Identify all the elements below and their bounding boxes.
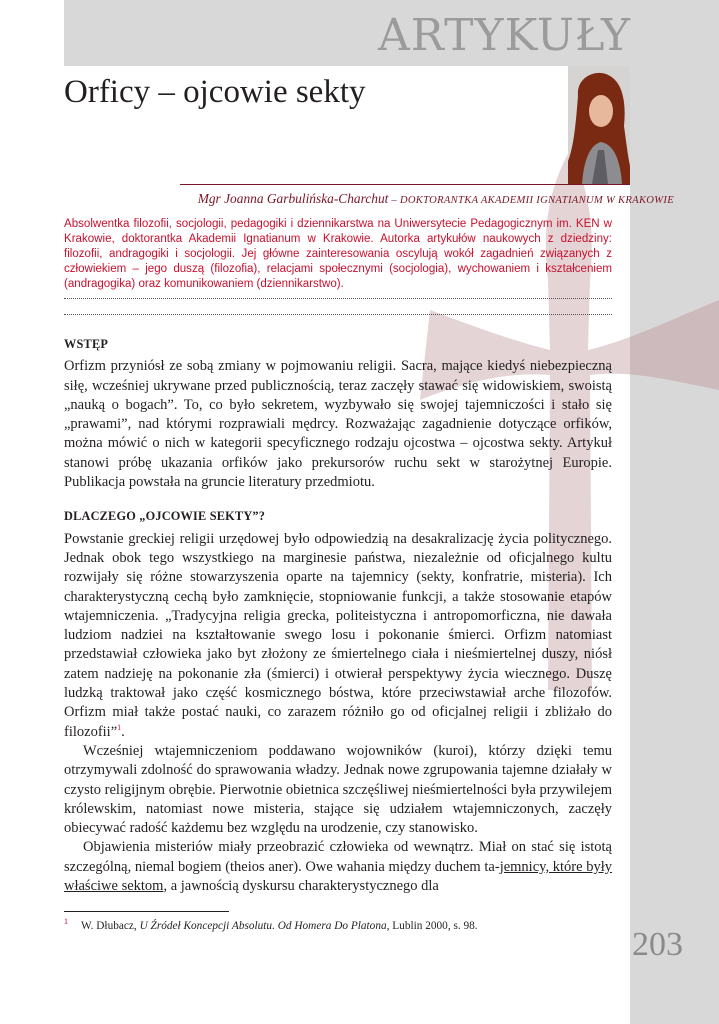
paragraph-text: Powstanie greckiej religii urzędowej było odpowiedzią na desakralizację życia politycznego. Jednak obok tego wszystkiego na marginesie państwa, niezależnie od oficjalnego kultu rozwijały się różne stowarzyszenia oparte na tajemnicy (sekty, konfratrie, misteria). Ich charakterystyczną cechą było zamknięcie, stopniowanie funkcji, a także stosowanie etapów wtajemniczenia. „Tradycyjna religia grecka, politeistyczna i antropomorficzna, nie dawała ludziom nadziei na kształtowanie swego losu i pokonanie śmierci. Orfizm natomiast przedstawiał człowieka jako byt złożony ze śmiertelnego ciała i nieśmiertelnej duszy, niósł zatem nadzieję na pokonanie zła (śmierci) i otwierał perspektywy życia wiecznego. Duszę ludzką traktował jako część kosmicznego bóstwa, które przeciwstawiał arche filozofów. Orfizm miał także postać nauki, co zarazem różniło go od oficjalnej religii i zbliżało do filozofii” <box>64 530 612 740</box>
paragraph-text: Objawienia misteriów miały przeobrazić człowieka od wewnątrz. Miał on stać się istotą szczególną, niemal bogiem (theios aner). Owe wahania między duchem ta- <box>64 839 612 875</box>
page-number: 203 <box>632 926 683 963</box>
paragraph: Orfizm przyniósł ze sobą zmiany w pojmowaniu religii. Sacra, mające kiedyś niebezpieczną siłę, wcześniej ukrywane przed publicznością, teraz zaczęły stawać się widowiskiem, swoistą „nauką o bogach”. To, co było sekretem, wyzbywało się swojej tajemniczości i stało się „prawami”, nad którymi rozprawiali mędrcy. Rozważając zagadnienie dotyczące orfików, można mówić o nich w kategorii specyficznego rodzaju ojcostwa – ojcostwa sekty. Artykuł stanowi próbę ukazania orfików jako prekursorów ruchu sekt w starożytnej Europie. Publikacja powstała na gruncie literatury przedmiotu. <box>64 358 612 491</box>
author-photo <box>568 66 630 184</box>
underlined-text: jemnicy, które były właściwe sektom <box>64 858 612 895</box>
footnote-rest: , Lublin 2000, s. 98. <box>386 919 478 932</box>
section-heading: DLACZEGO „OJCOWIE SEKTY”? <box>64 509 266 524</box>
paragraph: Wcześniej wtajemniczeniom poddawano wojowników (kuroi), którzy dzięki temu otrzymywali zdolność do sprawowania władzy. Jednak nowe zgrupowania tajemne działały w czysto religijnym obrębie. Pierwotnie obietnica szczęśliwej nieśmiertelności była przywilejem królewskim, natomiast nowe misteria, stające się udziałem wtajemniczonych, zaczęły obiecywać radość każdemu bez względu na urodzenie, czy stanowisko. <box>64 742 613 837</box>
article-body <box>64 335 612 896</box>
footnote-ref[interactable]: 1 <box>117 722 122 732</box>
section-label: ARTYKUŁY <box>378 10 631 61</box>
author-affiliation: – DOKTORANTKA AKADEMII IGNATIANUM W KRAKOWIE <box>388 195 674 206</box>
paragraph-text: , a jawnością dyskursu charakterystycznego dla <box>163 878 439 895</box>
author-divider <box>180 184 630 185</box>
author-bio: Absolwentka filozofii, socjologii, pedagogiki i dziennikarstwa na Uniwersytecie Pedagogicznym im. KEN w Krakowie, doktorantka Akademii Ignatianum w Krakowie. Autorka artykułów naukowych z dziedziny: filozofii, andragogiki i socjologii. Jej główne zainteresowania oscylują wokół zagadnień związanych z człowiekiem – jego duszą (filozofia), relacjami społecznymi (socjologia), wychowaniem i kształceniem (andragogika) oraz komunikowaniem (dziennikarstwo). <box>64 218 612 290</box>
footnote <box>64 917 612 932</box>
footnote-author: W. Dłubacz, <box>81 919 140 932</box>
footnote-rule <box>64 911 229 912</box>
paragraph-text: . <box>121 723 125 740</box>
side-band <box>630 66 719 1024</box>
author-name: Mgr Joanna Garbulińska-Charchut <box>197 191 389 206</box>
dotted-divider <box>64 314 612 315</box>
author-credit <box>180 191 674 207</box>
footnote-number: 1 <box>64 917 68 926</box>
paragraph <box>64 838 612 896</box>
paragraph <box>64 530 612 742</box>
section-heading: WSTĘP <box>64 337 109 351</box>
footnote-work: U Źródeł Koncepcji Absolutu. Od Homera Do Platona <box>139 919 387 932</box>
dotted-divider <box>64 298 612 299</box>
article-title: Orficy – ojcowie sekty <box>64 74 366 110</box>
